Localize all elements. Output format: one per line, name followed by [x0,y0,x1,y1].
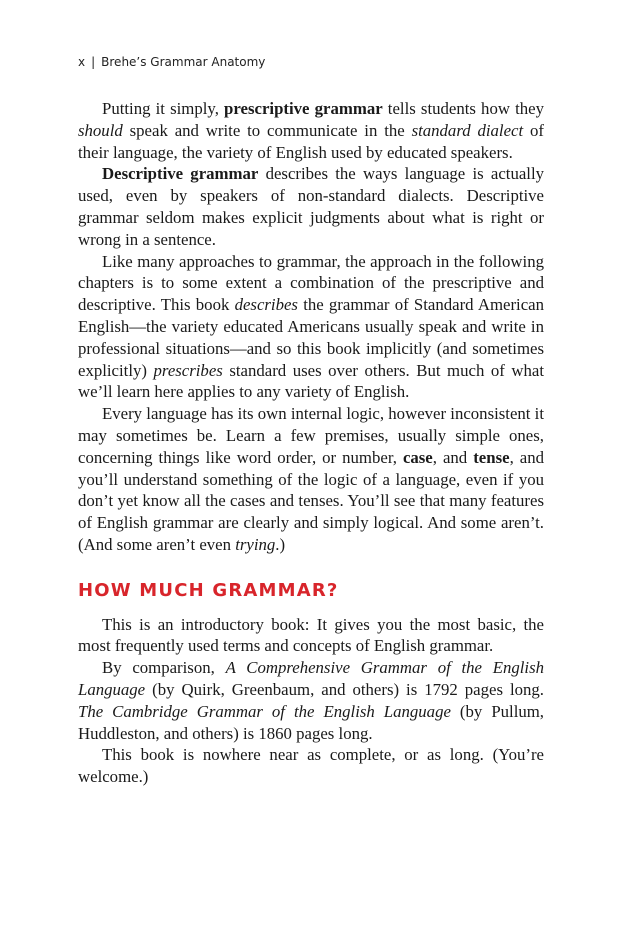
emphasis-trying: trying [235,534,276,554]
text-run: of their language, the variety of English used by educated speakers. [78,120,544,162]
emphasis-should: should [78,120,123,140]
book-title: Brehe’s Grammar Anatomy [101,55,266,69]
paragraph-prescriptive [78,98,544,163]
text-run: Every language has its own internal logic, however inconsistent it may sometimes be. Learn a few premises, usually simple ones, concerning things like word order, or number, [78,404,544,467]
text-run: .) [275,534,286,554]
paragraph-approach [78,251,544,404]
text-run: , and [432,447,474,467]
body-text [78,98,544,788]
text-run: describes the ways language is actually used, even by speakers of non-standard dialects. Descriptive grammar seldom makes explicit judgments about what is right or wrong in a sentence. [78,164,544,249]
text-run: standard uses over others. But much of what we’ll learn here applies to any variety of English. [78,360,544,402]
text-run: Like many approaches to grammar, the approach in the following chapters is to some extent a combination of the prescriptive and descriptive. This book [78,251,544,315]
text-run: (by Pullum, Huddleston, and others) is 1860 pages long. [78,701,545,743]
paragraph-closing [78,744,544,788]
text-run: the grammar of Standard American English—the variety educated Americans usually speak and write in professional situations—and so this book implicitly (and sometimes explicitly) [78,295,544,380]
paragraph-descriptive [78,163,544,250]
section-heading: HOW MUCH GRAMMAR? [78,579,339,601]
term-tense: tense [473,447,510,467]
running-head-separator: | [91,55,96,69]
book-title-cambridge-grammar: The Cambridge Grammar of the English Language [78,701,451,721]
text-run: tells students how they [382,99,544,118]
term-prescriptive-grammar: prescriptive grammar [224,99,383,118]
paragraph-comparison [78,657,544,744]
text-run: speak and write to communicate in the [122,120,412,140]
text-run: (by Quirk, Greenbaum, and others) is 1792 pages long. [145,679,544,699]
text-run: This book is nowhere near as complete, or as long. (You’re welcome.) [78,745,544,787]
page-number: x [78,55,86,69]
text-run: This is an introductory book: It gives you the most basic, the most frequently used terms and concepts of English grammar. [78,614,544,656]
paragraph-introductory [78,614,544,658]
emphasis-describes: describes [234,295,298,315]
text-run: , and you’ll understand something of the logic of a language, even if you don’t yet know all the cases and tenses. You’ll see that many features of English grammar are clearly and simply logical. And some aren’t. (And some aren’t even [78,447,544,554]
emphasis-standard-dialect: standard dialect [411,120,524,140]
term-case: case [402,447,433,467]
emphasis-prescribes: prescribes [153,360,223,380]
running-head [78,55,265,69]
term-descriptive-grammar: Descriptive grammar [102,164,259,184]
paragraph-logic [78,403,544,556]
book-title-comprehensive-grammar: A Comprehensive Grammar of the English Language [78,658,544,699]
text-run: By comparison, [102,658,226,678]
text-run: Putting it simply, [102,99,225,118]
